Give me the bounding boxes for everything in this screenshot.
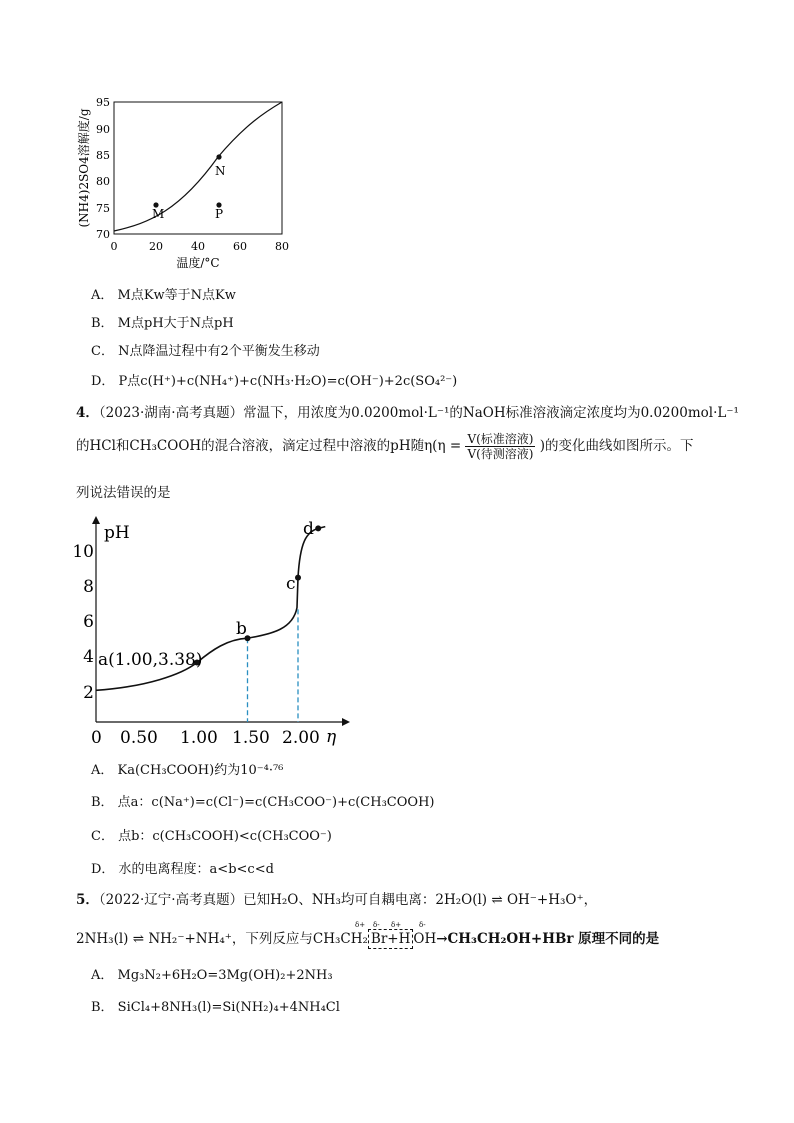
- y-tick: 90: [96, 123, 110, 136]
- q5-text2-pre: 2NH₃(l) ⇌ NH₂⁻+NH₄⁺，下列反应与CH₃CH₂: [76, 931, 368, 947]
- q5-option-b: B． SiCl₄+8NH₃(l)=Si(NH₂)₄+4NH₄Cl: [91, 1000, 340, 1015]
- x-tick: 60: [233, 240, 247, 253]
- x-tick: 2.00: [282, 728, 320, 748]
- label-b: b: [236, 619, 247, 639]
- point-n: [216, 154, 221, 159]
- y-tick: 8: [83, 577, 94, 597]
- x-tick: 0: [91, 728, 102, 748]
- q4-text2-post: )的变化曲线如图所示。下: [539, 438, 694, 454]
- q4-number: 4．: [76, 405, 99, 421]
- q4-text1: 常温下，用浓度为0.0200mol·L⁻¹的NaOH标准溶液滴定浓度均为0.0200mol·L⁻¹: [243, 405, 739, 421]
- x-tick: 40: [191, 240, 205, 253]
- q5-line1: [76, 891, 597, 909]
- y-tick: 80: [96, 175, 110, 188]
- x-tick: 20: [149, 240, 163, 253]
- bond-box: Br+H: [368, 929, 413, 949]
- label-n: N: [215, 164, 226, 178]
- y-tick: 4: [83, 647, 94, 667]
- q3-option-d: D． P点c(H⁺)+c(NH₄⁺)+c(NH₃·H₂O)=c(OH⁻)+2c(SO₄²⁻): [91, 374, 458, 389]
- q5-text2-mid: OH: [413, 931, 437, 947]
- y-axis-arrow: [92, 516, 100, 524]
- q3-option-c: C． N点降温过程中有2个平衡发生移动: [91, 344, 320, 359]
- label-m: M: [152, 207, 165, 221]
- y-tick: 10: [72, 542, 94, 562]
- y-tick-labels: [72, 542, 94, 703]
- q4-source: （2023·湖南·高考真题）: [98, 405, 244, 421]
- q4-option-c: C． 点b：c(CH₃COOH)<c(CH₃COO⁻): [91, 829, 332, 844]
- x-axis-label: η: [326, 727, 337, 747]
- fraction-numerator: V(标准溶液): [467, 432, 534, 446]
- x-axis-arrow: [342, 718, 350, 726]
- point-c: [295, 575, 301, 581]
- charge: δ-: [419, 921, 426, 929]
- label-a: a(1.00,3.38): [98, 650, 203, 670]
- x-axis-label: 温度/°C: [176, 256, 220, 270]
- y-axis-label: (NH4)2SO4溶解度/g: [77, 108, 91, 228]
- q4-line3: 列说法错误的是: [76, 485, 171, 501]
- y-tick-labels: [96, 96, 110, 241]
- q5-source: （2022·辽宁·高考真题）: [98, 892, 244, 908]
- solubility-curve: [114, 102, 282, 231]
- solubility-chart: [60, 85, 300, 275]
- plot-frame: [114, 102, 282, 234]
- q5-option-a: A． Mg₃N₂+6H₂O=3Mg(OH)₂+2NH₃: [91, 968, 333, 983]
- q4-line2: [76, 432, 694, 461]
- marks-group: [194, 525, 321, 722]
- q4-option-a: A． Ka(CH₃COOH)约为10⁻⁴·⁷⁶: [91, 763, 284, 778]
- q4-line1: [76, 404, 739, 422]
- charge: δ+: [355, 921, 366, 929]
- charge: δ+: [391, 921, 402, 929]
- y-tick: 75: [96, 202, 110, 215]
- q4-text2-pre: 的HCl和CH₃COOH的混合溶液，滴定过程中溶液的pH随η(η =: [76, 438, 462, 454]
- y-tick: 95: [96, 96, 110, 109]
- y-tick: 6: [83, 612, 94, 632]
- y-axis-label: pH: [104, 523, 130, 543]
- q4-option-b: B． 点a：c(Na⁺)=c(Cl⁻)=c(CH₃COO⁻)+c(CH₃COOH): [91, 795, 435, 810]
- point-d: [315, 525, 321, 531]
- x-tick-labels: [111, 240, 290, 253]
- eta-fraction: [465, 432, 535, 461]
- q3-option-b: B． M点pH大于N点pH: [91, 316, 234, 331]
- titration-chart: [60, 512, 360, 752]
- q5-text1: 已知H₂O、NH₃均可自耦电离：2H₂O(l) ⇌ OH⁻+H₃O⁺，: [243, 892, 598, 908]
- q5-number: 5．: [76, 892, 99, 908]
- x-tick: 0: [110, 240, 118, 253]
- x-tick: 1.00: [180, 728, 218, 748]
- label-p: P: [215, 207, 224, 221]
- y-tick: 85: [96, 149, 110, 162]
- x-tick-labels: [91, 728, 320, 748]
- fraction-denominator: V(待测溶液): [467, 447, 534, 461]
- q5-text2-post: →CH₃CH₂OH+HBr 原理不同的是: [436, 931, 660, 947]
- x-tick: 80: [275, 240, 289, 253]
- charge: δ-: [373, 921, 380, 929]
- x-tick: 1.50: [232, 728, 270, 748]
- label-d: d: [303, 519, 314, 539]
- y-tick: 70: [96, 228, 110, 241]
- x-tick: 0.50: [120, 728, 158, 748]
- y-tick: 2: [83, 683, 94, 703]
- label-c: c: [286, 574, 296, 594]
- q3-option-a: A． M点Kw等于N点Kw: [91, 288, 236, 303]
- q5-line2: [76, 929, 659, 949]
- q4-option-d: D． 水的电离程度：a<b<c<d: [91, 862, 274, 877]
